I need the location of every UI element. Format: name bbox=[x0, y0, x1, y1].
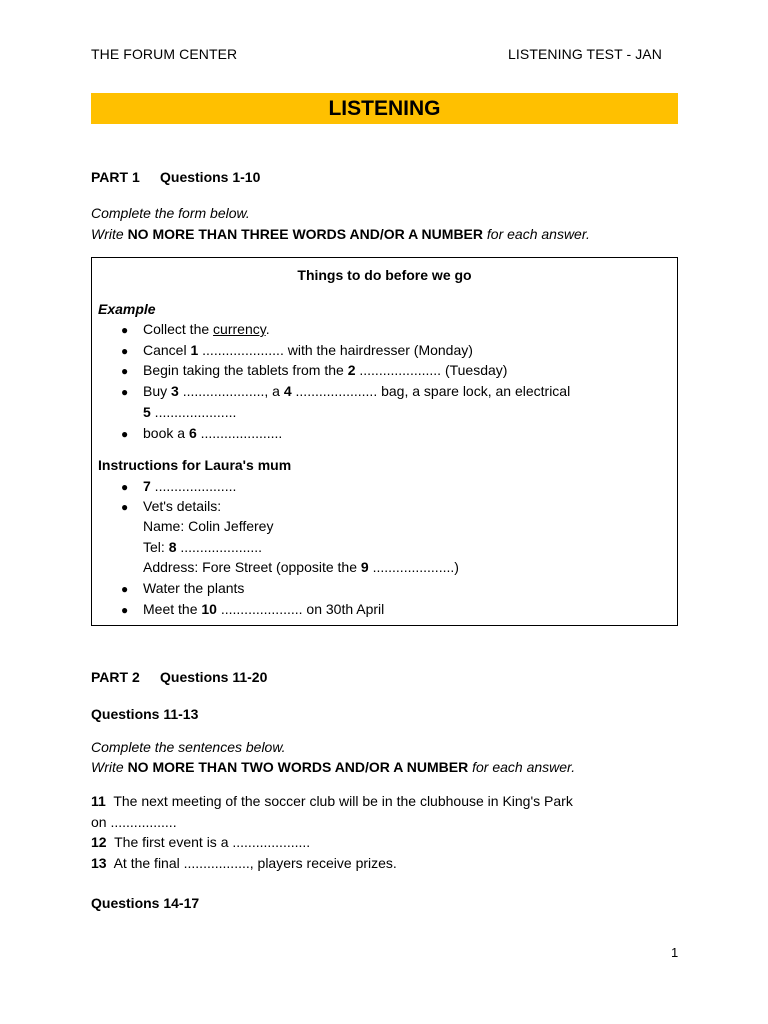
page-title: LISTENING bbox=[328, 96, 441, 120]
part1-label: PART 1 bbox=[91, 169, 140, 185]
text: Buy bbox=[143, 383, 172, 399]
text: Address: Fore Street (opposite the bbox=[143, 559, 361, 575]
form-box bbox=[91, 257, 678, 626]
vet-tel bbox=[143, 539, 262, 555]
question-number: 4 bbox=[283, 383, 292, 399]
text: Meet the bbox=[143, 601, 202, 617]
form-line-4 bbox=[143, 383, 570, 399]
bullet: ● bbox=[121, 323, 129, 337]
bullet: ● bbox=[121, 385, 129, 399]
vet-address bbox=[143, 559, 459, 575]
example-answer: currency bbox=[213, 321, 266, 337]
question-11 bbox=[91, 793, 573, 809]
part2-sub-heading-2: Questions 14-17 bbox=[91, 895, 200, 911]
instr-text: Write bbox=[91, 226, 128, 242]
question-11-cont: on ................. bbox=[91, 814, 177, 830]
part1-heading bbox=[91, 169, 261, 185]
bullet: ● bbox=[121, 364, 129, 378]
meet-line bbox=[143, 601, 384, 617]
question-number: 13 bbox=[91, 855, 107, 871]
question-number: 6 bbox=[188, 425, 197, 441]
question-number: 1 bbox=[190, 342, 199, 358]
text: ..................... on 30th April bbox=[216, 601, 385, 617]
text: ..................... bag, a spare lock, an electrical bbox=[291, 383, 571, 399]
part2-sub-heading-1: Questions 11-13 bbox=[91, 706, 199, 722]
part1-instruction-2 bbox=[91, 226, 590, 242]
form-line-1 bbox=[143, 321, 270, 337]
example-label: Example bbox=[98, 301, 156, 317]
text: .....................) bbox=[368, 559, 459, 575]
part2-label: PART 2 bbox=[91, 669, 140, 685]
form-line-5 bbox=[143, 425, 282, 441]
instr-emphasis: NO MORE THAN THREE WORDS AND/OR A NUMBER bbox=[127, 226, 483, 242]
text: ....................., a bbox=[178, 383, 284, 399]
bullet: ● bbox=[121, 603, 129, 617]
form-line-3 bbox=[143, 362, 507, 378]
part2-instruction-1: Complete the sentences below. bbox=[91, 739, 286, 755]
question-number: 2 bbox=[347, 362, 356, 378]
question-number: 10 bbox=[201, 601, 217, 617]
bullet: ● bbox=[121, 500, 129, 514]
text: ..................... (Tuesday) bbox=[355, 362, 508, 378]
question-12 bbox=[91, 834, 310, 850]
text: ..................... bbox=[196, 425, 283, 441]
text: ..................... bbox=[176, 539, 263, 555]
title-banner bbox=[91, 93, 678, 124]
instr-emphasis: NO MORE THAN TWO WORDS AND/OR A NUMBER bbox=[127, 759, 469, 775]
instr-text: for each answer. bbox=[468, 759, 576, 775]
part2-heading bbox=[91, 669, 268, 685]
instr-text: Write bbox=[91, 759, 128, 775]
part1-questions: Questions 1-10 bbox=[160, 169, 261, 185]
text: Tel: bbox=[143, 539, 169, 555]
header-left: THE FORUM CENTER bbox=[91, 46, 238, 62]
text: Begin taking the tablets from the bbox=[143, 362, 348, 378]
header-right: LISTENING TEST - JAN bbox=[508, 46, 662, 62]
bullet: ● bbox=[121, 344, 129, 358]
question-number: 9 bbox=[360, 559, 369, 575]
question-text: At the final ................., players receive prizes. bbox=[106, 855, 397, 871]
form-line-4b bbox=[143, 404, 236, 420]
question-text: The next meeting of the soccer club will be in the clubhouse in King's Park bbox=[105, 793, 573, 809]
question-13 bbox=[91, 855, 397, 871]
vet-details: Vet's details: bbox=[143, 498, 222, 514]
vet-name: Name: Colin Jefferey bbox=[143, 518, 274, 534]
part1-instruction-1: Complete the form below. bbox=[91, 205, 250, 221]
text: ..................... bbox=[150, 404, 237, 420]
text: ..................... bbox=[150, 478, 237, 494]
form-line-2 bbox=[143, 342, 473, 358]
text: ..................... with the hairdresser (Monday) bbox=[198, 342, 473, 358]
bullet: ● bbox=[121, 427, 129, 441]
bullet: ● bbox=[121, 582, 129, 596]
instr-text: for each answer. bbox=[483, 226, 590, 242]
question-number: 3 bbox=[171, 383, 179, 399]
question-number: 8 bbox=[168, 539, 177, 555]
water-plants: Water the plants bbox=[143, 580, 245, 596]
text: book a bbox=[143, 425, 189, 441]
bullet: ● bbox=[121, 480, 129, 494]
question-number: 11 bbox=[91, 793, 106, 809]
part2-instruction-2 bbox=[91, 759, 575, 775]
section-heading-mum: Instructions for Laura's mum bbox=[98, 457, 292, 473]
part2-questions: Questions 11-20 bbox=[160, 669, 268, 685]
text: Collect the bbox=[143, 321, 214, 337]
question-number: 5 bbox=[143, 404, 151, 420]
text: Cancel bbox=[143, 342, 191, 358]
form-heading: Things to do before we go bbox=[297, 267, 472, 283]
question-number: 7 bbox=[143, 478, 151, 494]
text: . bbox=[265, 321, 270, 337]
mum-line-7 bbox=[143, 478, 236, 494]
page-number: 1 bbox=[671, 945, 679, 960]
question-text: The first event is a .................... bbox=[106, 834, 311, 850]
question-number: 12 bbox=[91, 834, 107, 850]
